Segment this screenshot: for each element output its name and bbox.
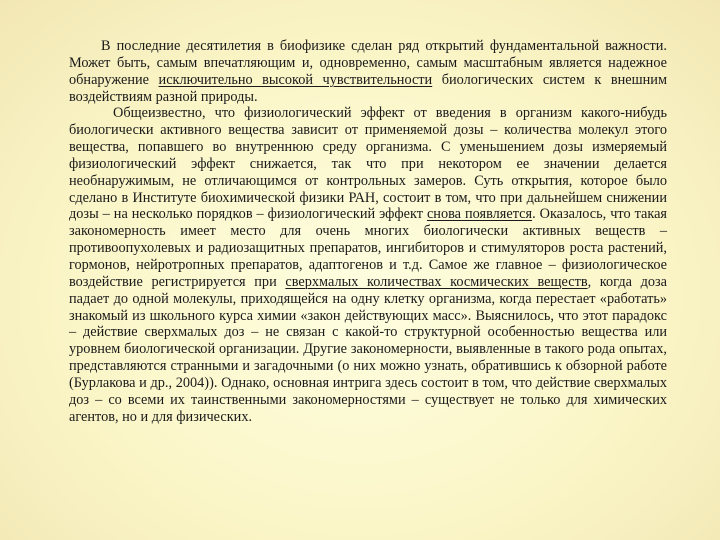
text-run: , когда доза падает до одной молекулы, приходящейся на одну клетку организма, когда перестает «работать» знакомый из школьного курса химии «закон действующих масс». Выяснилось, что этот парадокс – действие сверхмалых доз – не связан с какой-то структурной особенностью вещества или уровнем биологической организации. Другие закономерности, выявленные в такого рода опытах, представляются странными и загадочными (о них можно узнать, обратившись к обзорной работе (Бурлакова и др., 2004)). Однако, основная интрига здесь состоит в том, что действие сверхмалых доз – со всеми их таинственными закономерностями – существует не только для химических агентов, но и для физических. (69, 273, 668, 425)
paragraph-main (69, 105, 667, 425)
text-run: В последние десятилетия в биофизике сделан ряд открытий фундаментальной важности. Может быть, самым впечатляющим и, одновременно, самым масштабным является надежное обнаружение (69, 38, 667, 88)
underlined-phrase: сверхмалых количествах космических веществ (285, 273, 588, 290)
document-body (69, 38, 667, 425)
text-run: биологических систем к внешним воздействиям разной природы. (69, 71, 667, 105)
text-run: . Оказалось, что такая закономерность имеет место для очень многих биологически активных веществ – противоопухолевых и радиозащитных препаратов, ингибиторов и стимуляторов роста растений, гормонов, нейротропных препаратов, адаптогенов и т.д. Самое же главное – физиологическое воздействие регистрируется при (69, 206, 667, 290)
paragraph-intro (69, 38, 667, 105)
underlined-phrase: исключительно высокой чувствительности (158, 71, 433, 88)
underlined-phrase: снова появляется (426, 206, 533, 223)
text-run: Общеизвестно, что физиологический эффект от введения в организм какого-нибудь биологически активного вещества зависит от применяемой дозы – количества молекул этого вещества, попавшего во внутреннюю среду организма. С уменьшением дозы измеряемый физиологический эффект снижается, так что при некотором ее значении делается необнаружимым, не отличающимся от контрольных замеров. Суть открытия, которое было сделано в Институте биохимической физики РАН, состоит в том, что при дальнейшем снижении дозы – на несколько порядков – физиологический эффект (69, 105, 667, 223)
